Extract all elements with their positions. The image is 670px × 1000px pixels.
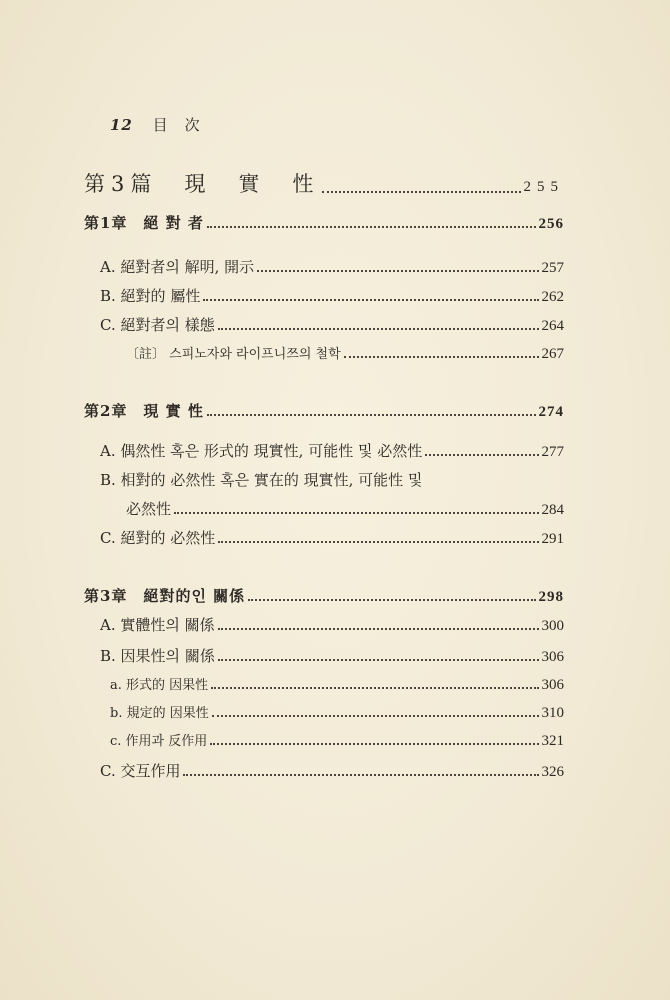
toc-label: 第1章 絕 對 者 <box>84 214 204 232</box>
toc-label: C. 交互作用 <box>100 762 181 780</box>
toc-section[interactable] <box>100 285 564 306</box>
dot-leader <box>203 299 538 301</box>
toc-section[interactable] <box>100 645 564 666</box>
dot-leader <box>211 687 538 689</box>
running-header <box>110 114 201 135</box>
toc-page: 264 <box>541 318 564 334</box>
toc-section[interactable] <box>100 614 564 635</box>
toc-label: B. 相對的 必然性 혹은 實在的 現實性, 可能性 및 <box>100 471 423 489</box>
dot-leader <box>344 356 539 358</box>
toc-label: c. 作用과 反作用 <box>110 734 208 749</box>
toc-section[interactable] <box>100 256 564 277</box>
toc-part-3[interactable] <box>84 168 564 198</box>
dot-leader <box>183 774 538 776</box>
toc-section[interactable] <box>100 440 564 461</box>
toc-section[interactable] <box>100 469 564 490</box>
toc-label: a. 形式的 因果性 <box>110 678 209 693</box>
dot-leader <box>322 191 520 193</box>
toc-page: 306 <box>541 649 564 665</box>
toc-label: b. 規定的 因果性 <box>110 706 209 721</box>
dot-leader <box>174 512 538 514</box>
toc-label: B. 絕對的 屬性 <box>100 287 201 305</box>
page-number: 12 <box>110 116 133 134</box>
toc-page: 277 <box>541 444 564 460</box>
toc-page: 300 <box>541 618 564 634</box>
toc-section[interactable] <box>100 760 564 781</box>
toc-page: 321 <box>541 733 564 749</box>
toc-subsection[interactable] <box>110 702 564 722</box>
toc-page: 306 <box>541 677 564 693</box>
toc-page: 284 <box>541 502 564 518</box>
dot-leader <box>218 659 539 661</box>
toc-page: 291 <box>541 531 564 547</box>
toc-label: C. 絕對者의 樣態 <box>100 316 215 334</box>
dot-leader <box>207 226 536 228</box>
toc-label: 第3章 絕對的인 關係 <box>84 587 246 605</box>
toc-page: 262 <box>541 289 564 305</box>
dot-leader <box>210 743 538 745</box>
dot-leader <box>425 454 538 456</box>
dot-leader <box>257 270 538 272</box>
toc-page: 257 <box>541 260 564 276</box>
toc-chapter-3[interactable] <box>84 585 564 606</box>
dot-leader <box>218 541 538 543</box>
toc-page: 255 <box>523 179 564 195</box>
toc-page: 267 <box>541 346 564 362</box>
toc-label: 第2章 現 實 性 <box>84 402 204 420</box>
toc-chapter-2[interactable] <box>84 400 564 421</box>
toc-page: 274 <box>538 404 564 420</box>
dot-leader <box>212 715 539 717</box>
toc-page: 256 <box>538 216 564 232</box>
toc-label: 第3篇 現 實 性 <box>84 172 320 196</box>
toc-label: C. 絕對的 必然性 <box>100 529 216 547</box>
toc-page: 326 <box>541 764 564 780</box>
header-title: 目 次 <box>152 116 201 134</box>
toc-label: 必然性 <box>126 500 172 518</box>
toc-subsection[interactable] <box>110 674 564 694</box>
toc-label: 〔註〕 스피노자와 라이프니쯔의 철학 <box>126 347 341 362</box>
dot-leader <box>218 328 539 330</box>
dot-leader <box>248 599 535 601</box>
toc-note[interactable] <box>126 343 564 363</box>
toc-label: A. 偶然性 혹은 形式的 現實性, 可能性 및 必然性 <box>100 442 423 460</box>
toc-subsection[interactable] <box>110 730 564 750</box>
toc-section[interactable] <box>100 314 564 335</box>
toc-label: A. 絕對者의 解明, 開示 <box>100 258 255 276</box>
toc-page: 298 <box>538 589 564 605</box>
dot-leader <box>207 414 536 416</box>
dot-leader <box>218 628 539 630</box>
toc-section-continued[interactable] <box>126 498 564 519</box>
toc-section[interactable] <box>100 527 564 548</box>
toc-page: 310 <box>541 705 564 721</box>
toc-chapter-1[interactable] <box>84 212 564 233</box>
toc-label: B. 因果性의 關係 <box>100 647 215 665</box>
toc-label: A. 實體性의 關係 <box>100 616 215 634</box>
